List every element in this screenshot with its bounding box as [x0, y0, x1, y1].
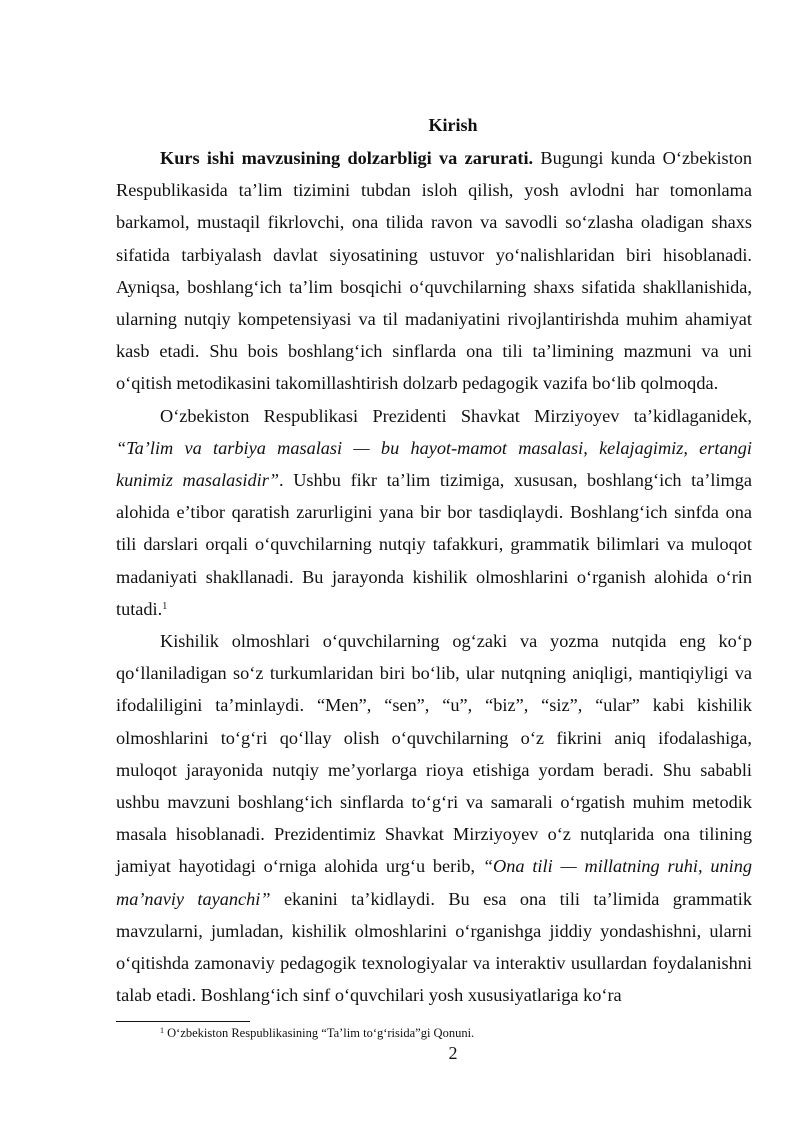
- president-quote: “Ta’lim va tarbiya masalasi — bu hayot-mamot masalasi, kelajagimiz, ertangi kunimiz masalasidir”: [116, 437, 752, 491]
- footnote-reference: 1: [162, 600, 168, 612]
- page-number: 2: [448, 1043, 458, 1063]
- footnote-text: O‘zbekiston Respublikasining “Ta’lim to‘g‘risida”gi Qonuni.: [164, 1026, 475, 1040]
- paragraph-president-quote: [116, 400, 752, 625]
- footnote-number: 1: [160, 1026, 164, 1035]
- paragraph-relevance: [116, 142, 752, 400]
- lead-phrase: Kurs ishi mavzusining dolzarbligi va zarurati.: [160, 148, 534, 168]
- paragraph-text: . Ushbu fikr ta’lim tizimiga, xususan, boshlang‘ich ta’limga alohida e’tibor qaratish zarurligini yana bir bor tasdiqlaydi. Boshlang‘ich sinfda ona tili darslari orqali o‘quvchilarning nutqiy tafakkuri, grammatik bilimlari va muloqot madaniyati shakllanadi. Bu jarayonda kishilik olmoshlarini o‘rganish alohida o‘rin tutadi.: [116, 470, 753, 619]
- footnote-separator: [116, 1021, 250, 1022]
- paragraph-text: ekanini ta’kidlaydi. Bu esa ona tili ta’limida grammatik mavzularni, jumladan, kishilik olmoshlarini o‘rganishga jiddiy yondashishni, ularni o‘qitishda zamonaviy pedagogik texnologiyalar va interaktiv usullardan foydalanishni talab etadi. Boshlang‘ich sinf o‘quvchilari yosh xususiyatlariga ko‘ra: [116, 888, 752, 1006]
- section-heading: Kirish: [428, 115, 478, 135]
- paragraph-pronouns: [116, 625, 752, 1011]
- paragraph-text: O‘zbekiston Respublikasi Prezidenti Shavkat Mirziyoyev ta’kidlaganidek,: [160, 405, 752, 426]
- footnote: [160, 1025, 750, 1041]
- body-text: [116, 142, 752, 1011]
- mother-tongue-quote: “Ona tili — millatning ruhi, uning ma’naviy tayanchi”: [116, 856, 753, 909]
- paragraph-text: Kishilik olmoshlari o‘quvchilarning og‘zaki va yozma nutqida eng ko‘p qo‘llaniladigan so‘z turkumlaridan biri bo‘lib, ular nutqning aniqligi, mantiqiyligi va ifodaliligini ta’minlaydi. “Men”, “sen”, “u”, “biz”, “siz”, “ular” kabi kishilik olmoshlarini to‘g‘ri qo‘llay olish o‘quvchilarning o‘z fikrini aniq ifodalashiga, muloqot jarayonida nutqiy me’yorlarga rioya etishiga yordam beradi. Shu sababli ushbu mavzuni boshlang‘ich sinflarda to‘g‘ri va samarali o‘rgatish muhim metodik masala hisoblanadi. Prezidentimiz Shavkat Mirziyoyev o‘z nutqlarida ona tilining jamiyat hayotidagi o‘rniga alohida urg‘u berib,: [116, 631, 752, 877]
- paragraph-text: Bugungi kunda O‘zbekiston Respublikasida ta’lim tizimini tubdan isloh qilish, yosh avlodni har tomonlama barkamol, mustaqil fikrlovchi, ona tilida ravon va savodli so‘zlasha oladigan shaxs sifatida tarbiyalash davlat siyosatining ustuvor yo‘nalishlaridan biri hisoblanadi. Ayniqsa, boshlang‘ich ta’lim bosqichi o‘quvchilarning shaxs sifatida shakllanishida, ularning nutqiy kompetensiyasi va til madaniyatini rivojlantirishda muhim ahamiyat kasb etadi. Shu bois boshlang‘ich sinflarda ona tili ta’limining mazmuni va uni o‘qitish metodikasini takomillashtirish dolzarb pedagogik vazifa bo‘lib qolmoqda.: [116, 148, 753, 394]
